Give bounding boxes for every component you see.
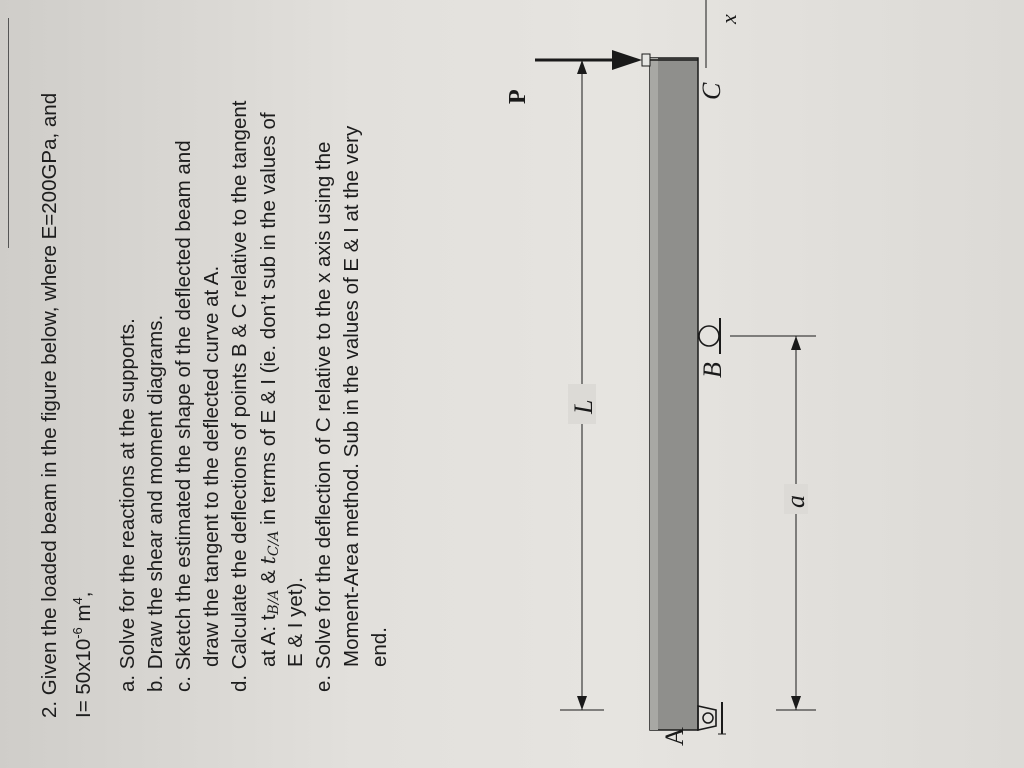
label-b: B — [698, 362, 727, 378]
intro-unit: m — [72, 604, 95, 628]
pin-support-a — [698, 702, 726, 734]
dimension-a — [730, 336, 816, 710]
item-d-text: Calculate the deflections of points B & C relative to the tangent — [228, 100, 251, 670]
item-e-text-cont2: end. — [368, 627, 391, 667]
item-b-text: Draw the shear and moment diagrams. — [144, 314, 167, 670]
beam-top-edge — [650, 58, 658, 730]
item-a-label: a. — [116, 674, 139, 692]
label-x: x — [716, 14, 741, 24]
label-p: P — [505, 89, 531, 104]
item-e-text: Solve for the deflection of C relative to the x axis using the — [312, 141, 335, 670]
intro-comma: , — [72, 591, 95, 598]
item-d-sub-ba: B/A — [266, 589, 282, 615]
item-e-text-cont: Moment-Area method. Sub in the values of E & I at the very — [340, 125, 363, 667]
item-d-label: d. — [228, 674, 251, 692]
item-d-ampersand: & — [257, 564, 280, 590]
intro-unit-exponent: 4 — [70, 597, 85, 605]
label-c: C — [697, 82, 726, 100]
intro-i-value: I= 50x10 — [72, 638, 95, 718]
item-c-label: c. — [172, 676, 195, 692]
intro-text-1: 2. Given the loaded beam in the figure below, where E=200GPa, and — [38, 92, 61, 718]
item-a-text: Solve for the reactions at the supports. — [116, 318, 139, 670]
item-b-label: b. — [144, 674, 167, 692]
item-d-t2: t — [256, 556, 280, 565]
item-d-t-prefix: at A: t — [257, 614, 280, 667]
item-d-line2-post: in terms of E & I (ie. don’t sub in the values of — [257, 112, 280, 531]
intro-exponent: -6 — [70, 627, 85, 639]
dimension-l — [560, 60, 604, 710]
label-a: A — [660, 727, 689, 746]
load-arrow-p — [535, 50, 650, 70]
label-a-dimension: a — [781, 495, 810, 508]
item-d-text-cont: E & I yet). — [284, 577, 307, 667]
item-d-sub-ca: C/A — [266, 530, 282, 557]
item-e-label: e. — [312, 674, 335, 692]
item-c-text-cont: draw the tangent to the deflected curve at A. — [200, 265, 223, 667]
roller-support-b — [699, 318, 720, 354]
label-l: L — [569, 399, 598, 414]
item-c-text: Sketch the estimated the shape of the deflected beam and — [172, 140, 195, 671]
